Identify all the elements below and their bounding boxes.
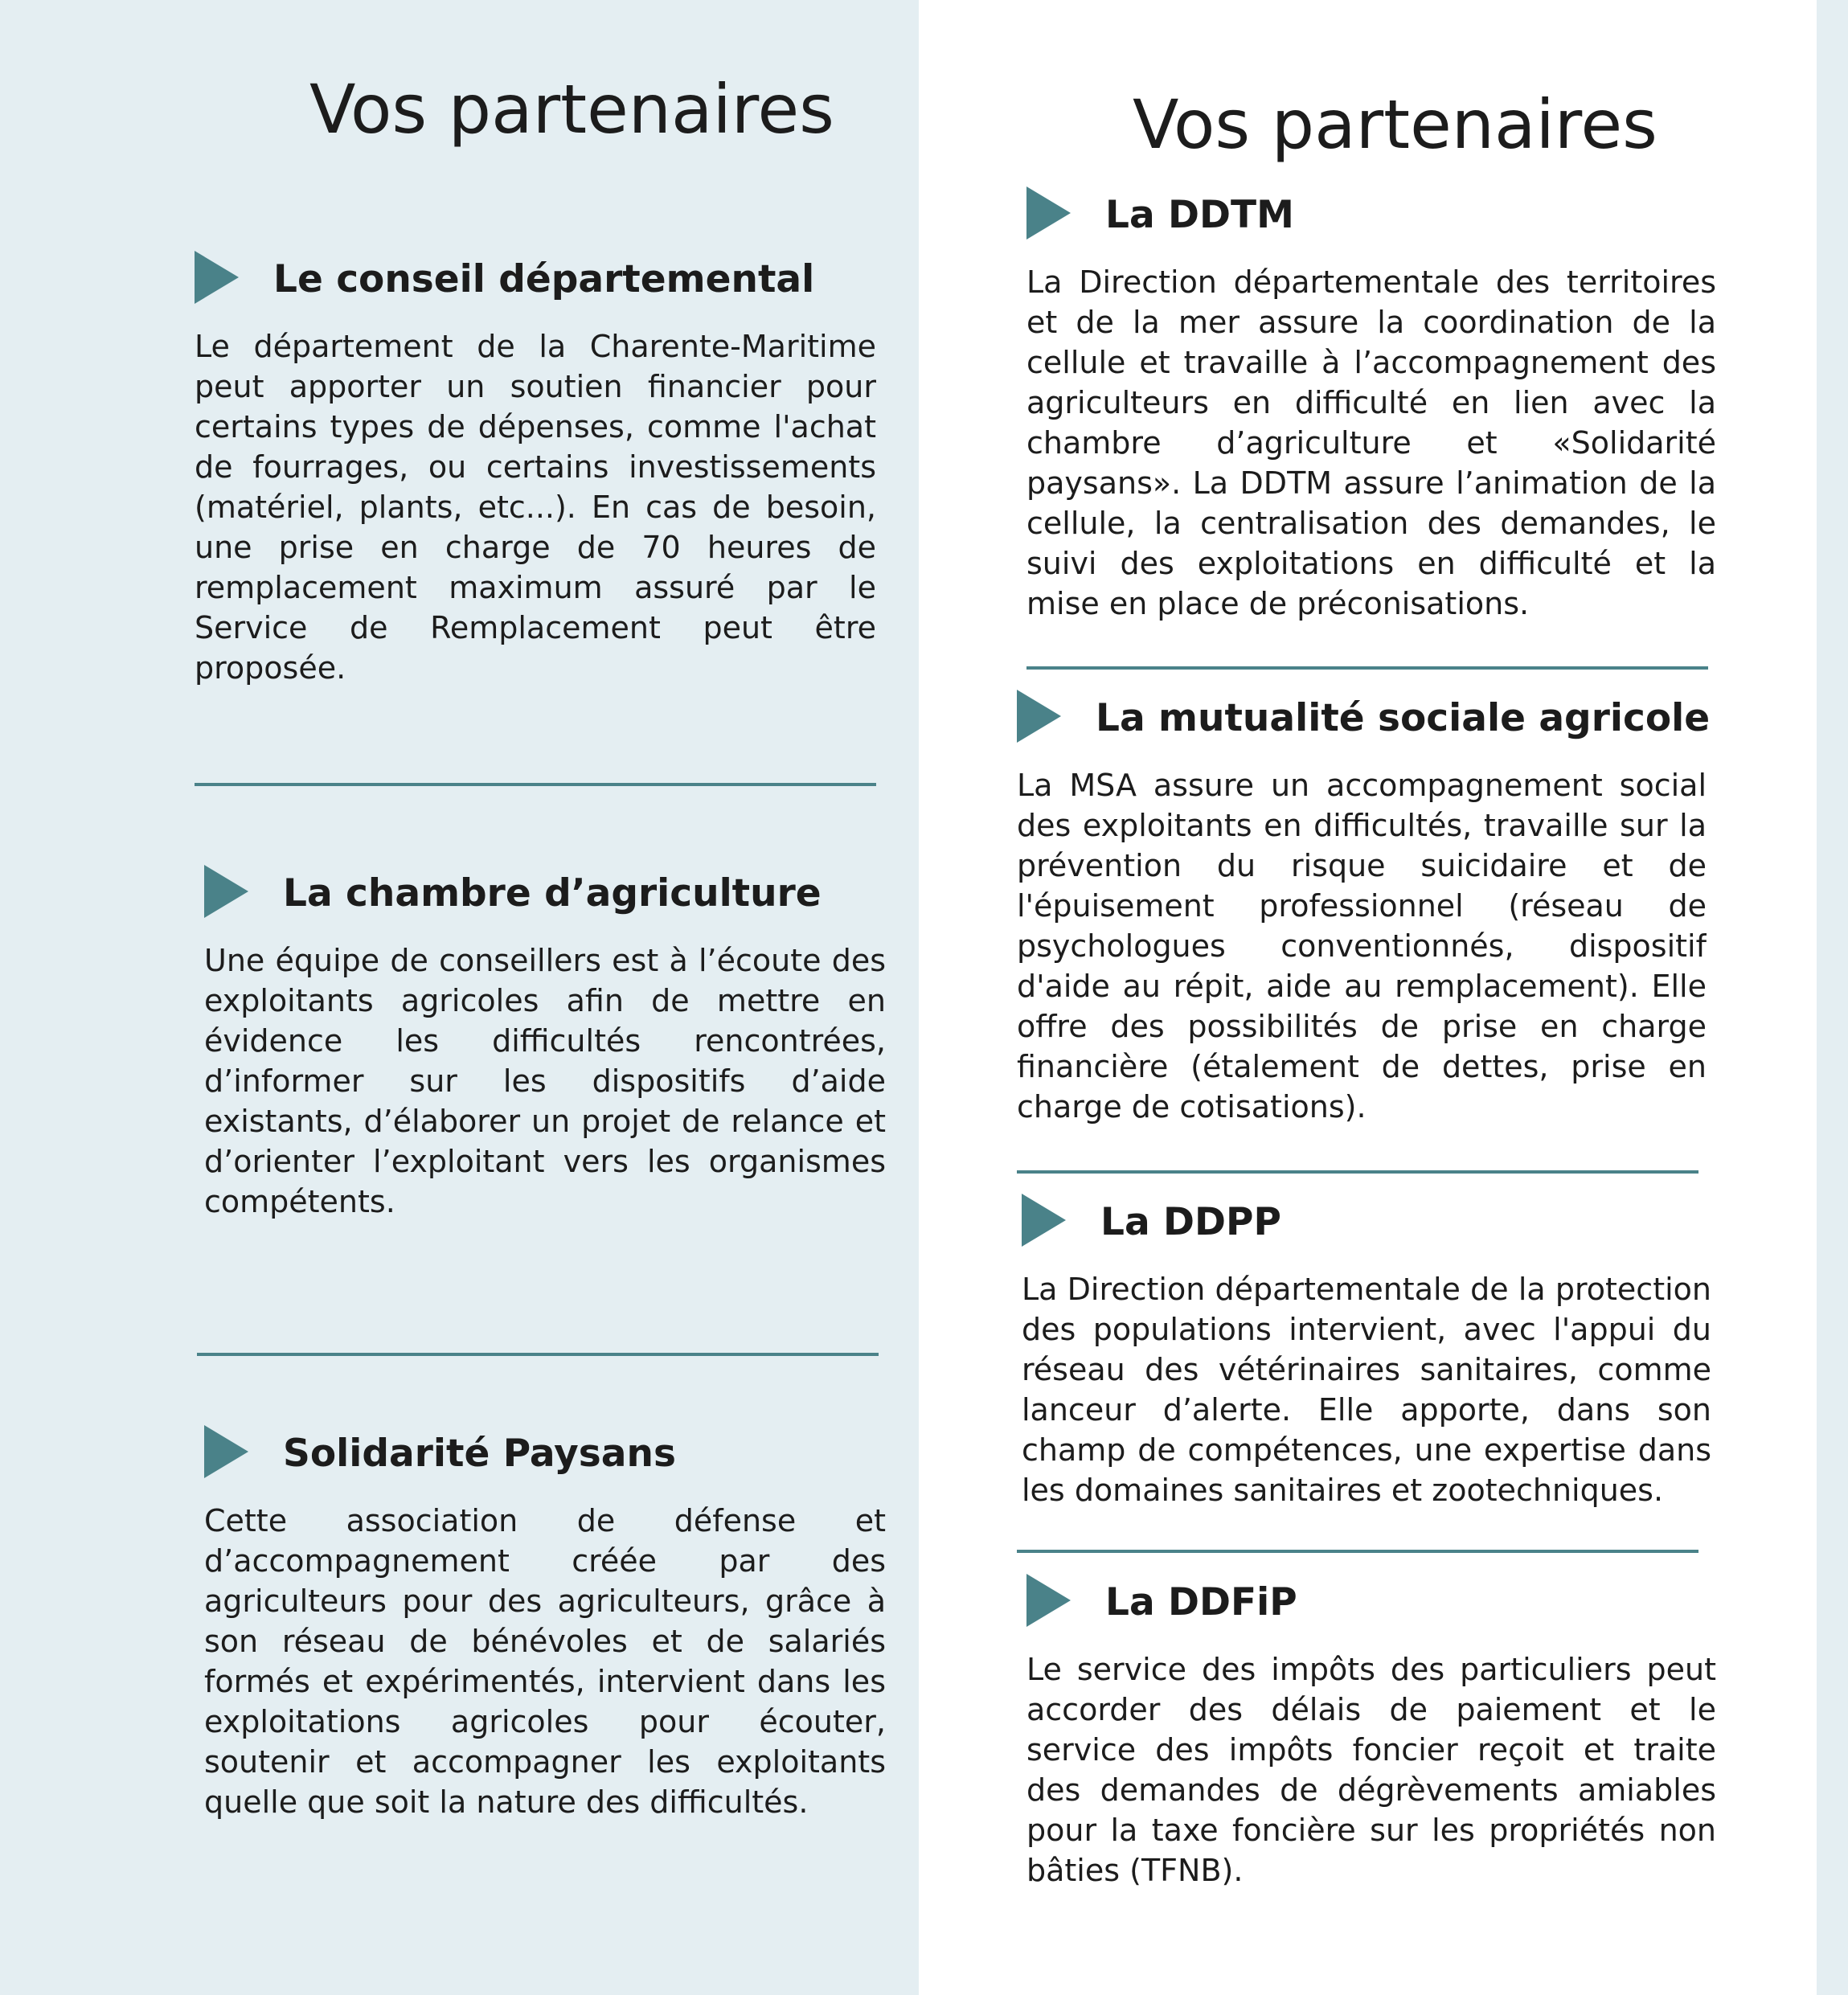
play-arrow-icon [1017,690,1061,743]
section-title: La DDTM [1105,193,1294,237]
section-title: Solidarité Paysans [283,1432,676,1476]
section-divider [195,783,876,786]
play-arrow-icon [1026,186,1071,240]
section-divider [1017,1170,1698,1174]
section-title: La DDPP [1100,1200,1281,1244]
section-conseil-departemental [195,251,876,703]
section-title: La mutualité sociale agricole [1096,696,1711,740]
right-edge-strip [1817,0,1848,1995]
play-arrow-icon [195,251,239,304]
section-ddpp [1022,1194,1711,1510]
section-title: Le conseil départemental [273,257,815,301]
section-solidarite-paysans [204,1425,886,1835]
section-body: Le département de la Charente-Maritime peut apporter un soutien financier pour certains types de dépenses, comme l'achat de fourrages, ou certains investissements (matériel, plants, etc...). En cas de besoin, une prise en charge de 70 heures de remplacement maximum assuré par le Service de Remplacement peut être proposée. [195,329,876,686]
left-page-title: Vos partenaires [309,70,834,149]
section-body: La Direction départementale de la protection des populations intervient, avec l'appui du réseau des vétérinaires sanitaires, comme lanceur d’alerte. Elle apporte, dans son champ de compétences, une expertise dans les domaines sanitaires et zootechniques. [1022,1272,1711,1508]
section-divider [197,1353,879,1356]
play-arrow-icon [1022,1194,1066,1247]
section-body: Une équipe de conseillers est à l’écoute des exploitants agricoles afin de mettre en évidence les difficultés rencontrées, d’informer sur les dispositifs d’aide existants, d’élaborer un projet de relance et d’orienter l’exploitant vers les organismes compétents. [204,943,886,1219]
section-divider [1026,666,1708,670]
section-title: La DDFiP [1105,1580,1297,1624]
section-ddtm [1026,186,1716,624]
section-msa [1017,690,1711,1127]
section-title: La chambre d’agriculture [283,871,822,916]
section-divider [1017,1550,1698,1553]
right-page-title: Vos partenaires [1133,85,1657,164]
section-body: La MSA assure un accompagnement social des exploitants en difficultés, travaille sur la prévention du risque suicidaire et de l'épuisement professionnel (réseau de psychologues conventionnés, dispositif d'aide au répit, aide au remplacement). Elle offre des possibilités de prise en charge financière (étalement de dettes, prise en charge de cotisations). [1017,768,1707,1124]
play-arrow-icon [204,865,248,918]
section-body: Le service des impôts des particuliers peut accorder des délais de paiement et le service des impôts foncier reçoit et traite des demandes de dégrèvements amiables pour la taxe foncière sur les propriétés non bâties (TFNB). [1026,1652,1716,1888]
section-chambre-agriculture [204,865,886,1243]
play-arrow-icon [204,1425,248,1478]
play-arrow-icon [1026,1574,1071,1627]
section-ddfip [1026,1574,1716,1891]
section-body: Cette association de défense et d’accompagnement créée par des agriculteurs pour des agriculteurs, grâce à son réseau de bénévoles et de salariés formés et expérimentés, intervient dans les exploitations agricoles pour écouter, soutenir et accompagner les exploitants quelle que soit la nature des difficultés. [204,1503,886,1820]
section-body: La Direction départementale des territoires et de la mer assure la coordination de la cellule et travaille à l’accompagnement des agriculteurs en difficulté en lien avec la chambre d’agriculture et «Solidarité paysans». La DDTM assure l’animation de la cellule, la centralisation des demandes, le suivi des exploitations en difficulté et la mise en place de préconisations. [1026,264,1716,621]
